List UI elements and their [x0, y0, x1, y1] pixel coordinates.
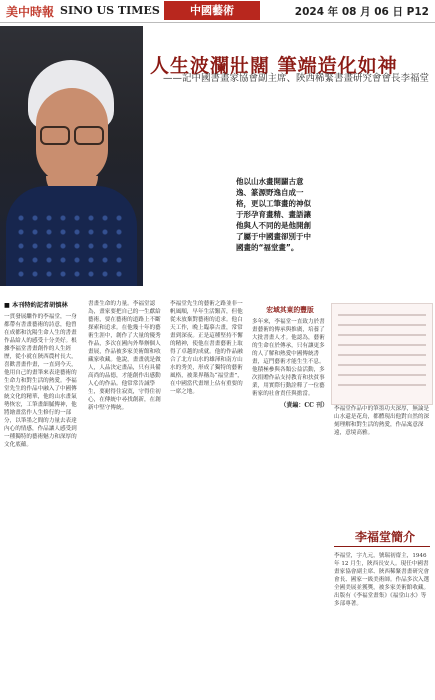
column-text: 一貫發展繼作的李福堂，一身都帶有書畫藝術的詩意，他曾在成都和沈陽生命人生的書畫作品給人的感受十分美好。根據李福堂書畫創作的人生經歷，從小就在陝西農村長大，喜歡書畫作畫，一直到今天，他用自己的畫筆來表達藝術的生命力和對生活的熱愛。李福堂先生的作品中融入了中國傳統文化的精華，他的山水畫氣勢恢宏，工筆畫細膩傳神，他將繪畫當作人生修行的一部分，以筆墨之間的力量去表達內心的情感，作品讓人感受到一種獨特的藝術魅力和深厚的文化底蘊。: [4, 314, 77, 448]
masthead: [0, 0, 435, 23]
dateline: 2024 年 08 月 06 日 P12: [294, 6, 429, 18]
brand-name-en: SINO US TIMES: [60, 4, 160, 17]
article-column-5: [334, 405, 430, 520]
section-tag: 中國藝術: [164, 1, 260, 20]
inset-artwork: [331, 303, 433, 405]
pull-quote: 他以山水畫開闢古意逸、篆源野逸自成一格，更以工筆畫的神似于形孕育畫精、畫語讓他與人不同的是他開創了屬于中國畫卻別于中國畫的“福堂畫”。: [236, 177, 311, 252]
bio-title: 李福堂簡介: [354, 530, 415, 544]
editor-note: （責編：CC 刊）: [280, 402, 328, 409]
article-column-4: [252, 300, 328, 698]
column-text: 多年來，李福堂一直致力於書畫藝術的傳承與推廣，培養了大批書畫人才。他認為，藝術的生命在於傳承，只有讓更多的人了解和熱愛中國傳統書畫，這門藝術才能生生不息。他積極參與各類公益活動，多次捐贈作品支持教育和扶貧事業，用實際行動詮釋了一位藝術家的社會責任與擔當。: [252, 319, 325, 397]
article-subtitle: ——記中國書畫家協會副主席、陝西稀緊書畫研究會會長李福堂: [163, 73, 430, 84]
bio-divider: [334, 546, 430, 547]
glasses-shape: [38, 126, 106, 142]
portrait-photo: [0, 26, 143, 286]
article-column-1: [4, 300, 82, 698]
article-column-2: [88, 300, 166, 698]
column-text: 李福堂先生的藝術之路並非一帆風順，早年生活艱苦，但他從未放棄對藝術的追求。他白天工作，晚上臨摹古畫，常常畫到深夜。正是這種堅持不懈的精神，使他在書畫藝術上取得了卓越的成就。他的作品融合了北方山水的雄渾和南方山水的秀美，形成了獨特的藝術風格，被業界稱為“福堂畫”，在中國當代畫壇上佔有重要的一席之地。: [170, 301, 243, 395]
column-text: 李福堂作品中的筆墨功夫深厚，無論是山水還是花鳥，都體現出他對自然的深刻理解和對生活的熱愛，作品寓意深遠，意境高雅。: [334, 406, 430, 436]
bio-text: 李福堂，字九元，號瑞初齋主，1946 年 12 月生，陝西長安人。現任中國書畫家協會副主席、陝西稀緊書畫研究會會長、國家一級美術師。作品多次入選全國美展並獲獎，被多家美術館收藏。出版有《李福堂畫集》《福堂山水》等多部專著。: [334, 553, 430, 607]
article-title: 人生波瀾壯闊 筆端造化如神: [150, 54, 398, 77]
byline: ■ 本刊特約記者胡慎林: [4, 302, 68, 309]
section-subhead: 宏域其東的豐版: [266, 306, 314, 314]
article-column-3: [170, 300, 248, 698]
column-text: 書畫生命的力量。李福堂認為，畫家要把自己的一生獻給藝術，要在藝術的道路上不斷探索和追求。在他幾十年的藝術生涯中，創作了大量的優秀作品，多次在國內外舉辦個人畫展，作品被多家美術館和收藏家收藏。他說，畫畫就是做人，人品決定畫品，只有具備高尚的品德，才能創作出感動人心的作品。他常常告誡學生，要耐得住寂寞，守得住初心，在傳統中尋找創新，在創新中堅守傳統。: [88, 301, 161, 411]
brand-logo-cn: 美中時報: [6, 5, 55, 19]
